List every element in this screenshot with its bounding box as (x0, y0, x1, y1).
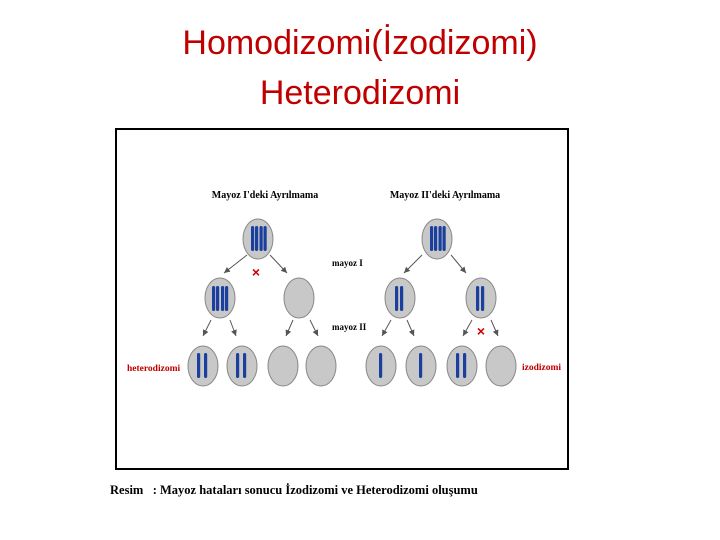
figure-caption: Resim : Mayoz hataları sonucu İzodizomi ve Heterodizomi oluşumu (110, 483, 478, 497)
arrow-left-meiosis2-d (310, 320, 318, 336)
arrow-left-meiosis1-b (270, 255, 287, 273)
arrow-right-meiosis2-b (407, 320, 414, 336)
left-parent-cell (243, 219, 273, 259)
arrow-left-meiosis1-a (224, 255, 247, 273)
arrow-left-meiosis2-b (230, 320, 236, 336)
right-gamete-1 (366, 346, 396, 386)
stage1-label: mayoz I (332, 258, 363, 268)
error-mark-meiosis2: × (476, 323, 486, 339)
arrow-right-meiosis1-b (451, 255, 466, 273)
arrow-right-meiosis2-d (491, 320, 498, 336)
left-heading: Mayoz I'deki Ayrılmama (211, 190, 319, 201)
left-meiosis1-cell-a (205, 278, 235, 318)
slide-title-line1: Homodizomi(İzodizomi) (182, 24, 538, 62)
arrow-left-meiosis2-c (286, 320, 293, 336)
slide-title-line2: Heterodizomi (259, 74, 461, 112)
stage2-label: mayoz II (332, 322, 367, 332)
arrow-left-meiosis2-a (203, 320, 211, 336)
meiosis-diagram-svg (117, 130, 567, 468)
left-gamete-3 (268, 346, 298, 386)
left-gamete-1 (188, 346, 218, 386)
heterodisomy-label: heterodizomi (127, 364, 181, 374)
arrow-right-meiosis2-a (382, 320, 391, 336)
left-gamete-4 (306, 346, 336, 386)
arrow-right-meiosis1-a (404, 255, 422, 273)
arrow-right-meiosis2-c (463, 320, 472, 336)
right-meiosis1-cell-b (466, 278, 496, 318)
error-mark-meiosis1: × (251, 264, 261, 280)
right-gamete-4 (486, 346, 516, 386)
left-gamete-2 (227, 346, 257, 386)
right-gamete-2 (406, 346, 436, 386)
right-heading: Mayoz II'deki Ayrılmama (389, 190, 501, 201)
right-parent-cell (422, 219, 452, 259)
left-meiosis1-cell-b (284, 278, 314, 318)
right-gamete-3 (447, 346, 477, 386)
right-meiosis1-cell-a (385, 278, 415, 318)
isodisomy-label: izodizomi (522, 363, 562, 373)
meiosis-diagram (115, 128, 569, 470)
